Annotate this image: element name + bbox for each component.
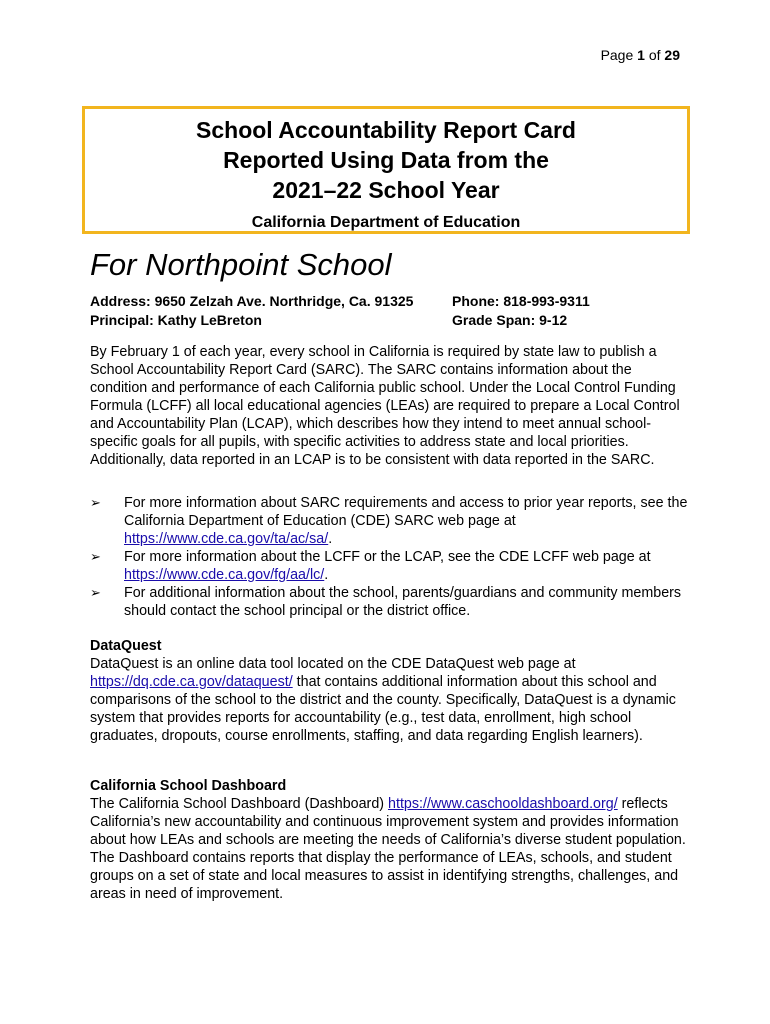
list-item: ➢ For more information about SARC requirements and access to prior year reports, see the California Department of Education (CDE) SARC web page at https://www.cde.ca.gov/ta/ac/sa/. — [90, 495, 688, 547]
total-pages: 29 — [664, 47, 680, 63]
title-line-1: School Accountability Report Card — [196, 117, 576, 143]
school-phone: Phone: 818-993-9311 — [452, 293, 590, 309]
list-item: ➢ For additional information about the school, parents/guardians and community members should contact the school principal or the district office. — [90, 585, 682, 619]
arrow-bullet-icon: ➢ — [90, 585, 101, 600]
school-info — [90, 292, 590, 330]
dataquest-heading: DataQuest — [90, 638, 162, 654]
dashboard-heading: California School Dashboard — [90, 778, 287, 794]
title-line-2: Reported Using Data from the — [223, 147, 549, 173]
dashboard-link[interactable]: https://www.caschooldashboard.org/ — [388, 796, 618, 812]
lcff-web-page-link[interactable]: https://www.cde.ca.gov/fg/aa/lc/ — [124, 567, 325, 583]
grade-span: Grade Span: 9-12 — [452, 312, 568, 328]
info-bullet-list — [90, 494, 690, 620]
department-name: California Department of Education — [251, 214, 521, 231]
dataquest-paragraph: DataQuest is an online data tool located on the CDE DataQuest web page at https://dq.cde.ca.gov/dataquest/ that contains additional information about this school and comparisons of the school to the district and the county. Specifically, DataQuest is a dynamic system that provides reports for accountability (e.g., test data, enrollment, high school graduates, dropouts, course enrollments, staffing, and data regarding English learners). — [90, 656, 676, 744]
sarc-web-page-link[interactable]: https://www.cde.ca.gov/ta/ac/sa/ — [124, 531, 329, 547]
arrow-bullet-icon: ➢ — [90, 549, 101, 564]
dashboard-section — [90, 777, 690, 903]
school-heading: For Northpoint School — [90, 247, 392, 282]
school-principal: Principal: Kathy LeBreton — [90, 312, 262, 328]
page-number: Page 1 of 29 — [600, 47, 680, 63]
current-page: 1 — [637, 47, 645, 63]
title-line-3: 2021–22 School Year — [272, 177, 500, 203]
intro-paragraph: By February 1 of each year, every school in California is required by state law to publish a School Accountability Report Card (SARC). The SARC contains information about the condition and performance of each California public school. Under the Local Control Funding Formula (LCFF) all local educational agencies (LEAs) are required to prepare a Local Control and Accountability Plan (LCAP), which describes how they intend to meet annual school-specific goals for all pupils, with specific activities to address state and local priorities. Additionally, data reported in an LCAP is to be consistent with data reported in the SARC. — [90, 344, 680, 468]
school-address: Address: 9650 Zelzah Ave. Northridge, Ca. 91325 — [90, 293, 414, 309]
arrow-bullet-icon: ➢ — [90, 495, 101, 510]
dashboard-paragraph: The California School Dashboard (Dashboard) https://www.caschooldashboard.org/ reflects California’s new accountability and continuous improvement system and provides information about how LEAs and schools are meeting the needs of California’s diverse student population. The Dashboard contains reports that display the performance of LEAs, schools, and student groups on a set of state and local measures to assist in identifying strengths, challenges, and areas in need of improvement. — [90, 796, 686, 902]
dataquest-link[interactable]: https://dq.cde.ca.gov/dataquest/ — [90, 674, 293, 690]
list-item: ➢ For more information about the LCFF or the LCAP, see the CDE LCFF web page at https://www.cde.ca.gov/fg/aa/lc/. — [90, 549, 651, 583]
dataquest-section — [90, 637, 690, 745]
title-box — [82, 106, 690, 234]
